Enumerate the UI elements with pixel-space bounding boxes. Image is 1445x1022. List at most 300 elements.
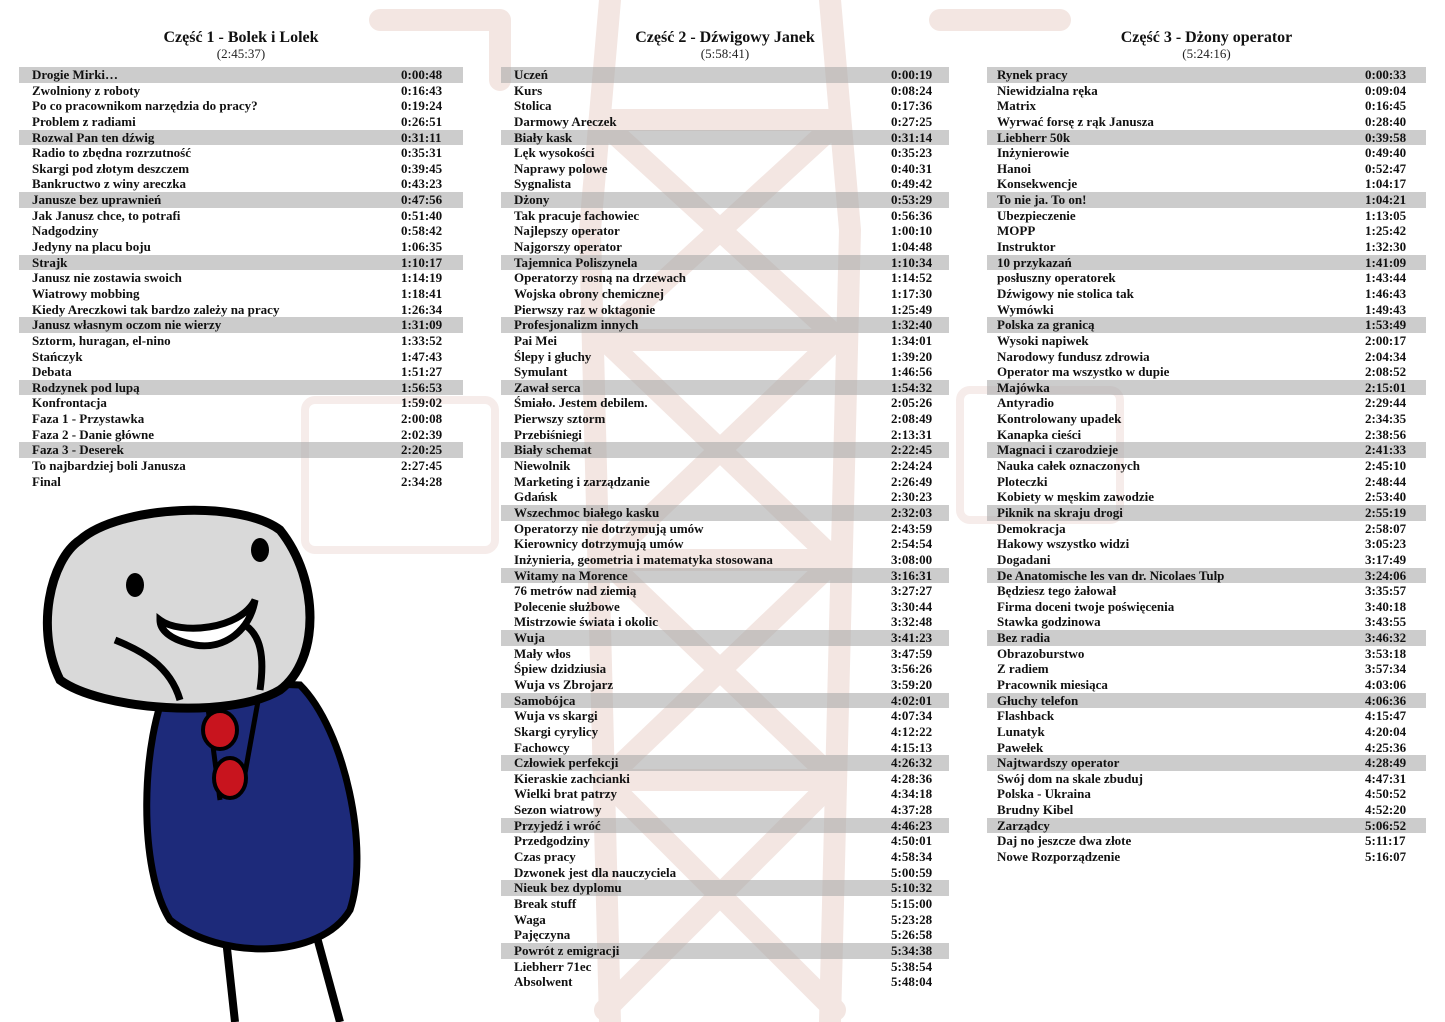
part-2-title: Część 2 - Dźwigowy Janek (635, 29, 815, 46)
chapter-row (987, 395, 1426, 411)
chapter-title: Inżynieria, geometria i matematyka stosowana (514, 551, 773, 567)
chapter-title: Powrót z emigracji (514, 942, 620, 958)
chapter-row (19, 395, 463, 411)
chapter-row (501, 411, 949, 427)
chapter-row (987, 489, 1426, 505)
part-3-total-duration: (5:24:16) (1182, 46, 1231, 61)
chapter-title: Faza 2 - Danie główne (32, 426, 155, 442)
chapter-timestamp: 5:15:00 (891, 895, 933, 911)
chapter-row (987, 521, 1426, 537)
chapter-timestamp: 3:43:55 (1365, 614, 1407, 630)
chapter-title: Bankructwo z winy areczka (32, 176, 186, 192)
chapter-title: Obrazoburstwo (997, 645, 1085, 661)
chapter-row (987, 176, 1426, 192)
chapter-title: Matrix (997, 98, 1036, 114)
chapter-timestamp: 1:43:44 (1365, 270, 1407, 286)
chapter-title: Polska za granicą (997, 317, 1095, 333)
chapter-title: Zwolniony z roboty (32, 82, 141, 98)
chapter-row (501, 223, 949, 239)
chapter-timestamp: 0:53:29 (891, 192, 933, 208)
chapter-title: Czas pracy (514, 849, 576, 865)
part-3-header (987, 0, 1426, 67)
chapter-title: Sezon wiatrowy (514, 802, 602, 818)
chapter-timestamp: 0:35:31 (401, 145, 443, 161)
chapter-title: Bez radia (997, 630, 1051, 646)
chapter-timestamp: 2:48:44 (1365, 473, 1407, 489)
chapter-row (501, 98, 949, 114)
chapter-title: Wiatrowy mobbing (32, 285, 140, 301)
chapter-row-highlighted (501, 755, 949, 771)
chapter-timestamp: 1:17:30 (891, 285, 933, 301)
part-3-title: Część 3 - Dżony operator (1120, 29, 1293, 46)
chapter-timestamp: 0:08:24 (891, 82, 933, 98)
chapter-title: Faza 3 - Deserek (32, 442, 124, 458)
chapter-row (19, 176, 463, 192)
chapter-title: Operator ma wszystko w dupie (997, 364, 1170, 380)
chapter-row (987, 349, 1426, 365)
chapter-timestamp: 2:34:28 (401, 473, 443, 489)
chapter-timestamp: 5:10:32 (891, 880, 933, 896)
chapter-row (501, 145, 949, 161)
chapter-timestamp: 5:26:58 (891, 927, 933, 943)
chapter-row (501, 849, 949, 865)
chapter-row (987, 536, 1426, 552)
chapter-row (501, 270, 949, 286)
chapter-timestamp: 2:08:49 (891, 411, 933, 427)
chapter-row (987, 302, 1426, 318)
chapter-title: Kieraskie zachcianki (514, 770, 630, 786)
chapter-timestamp: 0:28:40 (1365, 113, 1407, 129)
chapter-row (19, 83, 463, 99)
chapter-row (987, 364, 1426, 380)
chapter-row-highlighted (501, 442, 949, 458)
chapter-row-highlighted (987, 630, 1426, 646)
chapter-row (501, 771, 949, 787)
chapter-timestamp: 2:00:08 (401, 411, 443, 427)
chapter-title: Nieuk bez dyplomu (514, 880, 622, 896)
chapter-timestamp: 5:00:59 (891, 864, 933, 880)
chapter-row (501, 677, 949, 693)
chapter-timestamp: 4:20:04 (1365, 723, 1407, 739)
chapter-row (987, 786, 1426, 802)
chapter-timestamp: 1:04:21 (1365, 192, 1407, 208)
chapter-row (501, 974, 949, 990)
chapter-title: Final (32, 473, 61, 489)
chapter-title: Głuchy telefon (997, 692, 1079, 708)
chapter-row (19, 270, 463, 286)
chapter-row (501, 833, 949, 849)
chapter-timestamp: 0:00:19 (891, 67, 933, 82)
chapter-timestamp: 3:46:32 (1365, 630, 1407, 646)
chapter-row (501, 552, 949, 568)
chapter-timestamp: 0:40:31 (891, 160, 933, 176)
chapter-row (987, 114, 1426, 130)
chapter-title: Śpiew dzidziusia (514, 661, 607, 677)
chapter-row (19, 223, 463, 239)
chapter-timestamp: 1:53:49 (1365, 317, 1407, 333)
chapter-title: Niewolnik (514, 458, 571, 474)
chapter-timestamp: 2:02:39 (401, 426, 443, 442)
chapter-timestamp: 4:47:31 (1365, 770, 1407, 786)
chapter-timestamp: 3:17:49 (1365, 551, 1407, 567)
chapter-title: Ubezpieczenie (997, 207, 1076, 223)
chapter-row (987, 552, 1426, 568)
chapter-timestamp: 1:10:17 (401, 254, 443, 270)
chapter-title: To najbardziej boli Janusza (32, 458, 186, 474)
chapter-timestamp: 1:41:09 (1365, 254, 1407, 270)
chapter-timestamp: 2:24:24 (891, 458, 933, 474)
chapter-title: Liebherr 71ec (514, 958, 592, 974)
chapter-title: Wszechmoc białego kasku (514, 504, 660, 520)
chapter-title: Darmowy Areczek (514, 113, 617, 129)
chapter-timestamp: 1:14:52 (891, 270, 933, 286)
chapter-row-highlighted (19, 130, 463, 146)
chapter-title: Konsekwencje (997, 176, 1078, 192)
chapter-row (987, 286, 1426, 302)
chapter-row-highlighted (19, 317, 463, 333)
chapter-timestamp: 2:41:33 (1365, 442, 1407, 458)
chapter-timestamp: 1:25:49 (891, 301, 933, 317)
chapter-title: Dogadani (997, 551, 1051, 567)
chapter-title: Liebherr 50k (997, 129, 1071, 145)
chapter-timestamp: 3:08:00 (891, 551, 933, 567)
chapter-timestamp: 3:05:23 (1365, 536, 1407, 552)
chapter-timestamp: 0:35:23 (891, 145, 933, 161)
chapter-title: Gdańsk (514, 489, 558, 505)
chapter-title: Majówka (997, 379, 1050, 395)
chapter-row-highlighted (501, 317, 949, 333)
chapter-row (501, 583, 949, 599)
chapter-title: Zawał serca (514, 379, 581, 395)
chapter-row-highlighted (987, 505, 1426, 521)
chapter-timestamp: 0:39:58 (1365, 129, 1407, 145)
chapter-title: Kanapka cieści (997, 426, 1082, 442)
chapter-row (501, 521, 949, 537)
chapter-title: Rynek pracy (997, 67, 1068, 82)
chapter-row-highlighted (987, 130, 1426, 146)
chapter-title: Profesjonalizm innych (514, 317, 639, 333)
chapter-title: Kontrolowany upadek (997, 411, 1122, 427)
chapter-row-highlighted (987, 317, 1426, 333)
chapter-row (987, 849, 1426, 865)
chapter-timestamp: 2:04:34 (1365, 348, 1407, 364)
chapter-title: Kierownicy dotrzymują umów (514, 536, 684, 552)
chapter-timestamp: 1:46:56 (891, 364, 933, 380)
chapter-row (501, 395, 949, 411)
chapter-title: Sztorm, huragan, el-nino (32, 332, 171, 348)
chapter-title: Stańczyk (32, 348, 83, 364)
chapter-title: Niewidzialna ręka (997, 82, 1098, 98)
chapter-timestamp: 4:34:18 (891, 786, 933, 802)
chapter-timestamp: 2:13:31 (891, 426, 933, 442)
chapter-title: Wuja vs Zbrojarz (514, 676, 614, 692)
chapter-row (501, 474, 949, 490)
chapter-timestamp: 4:15:13 (891, 739, 933, 755)
chapter-title: Drogie Mirki… (32, 67, 119, 82)
chapter-row-highlighted (987, 755, 1426, 771)
chapter-row-highlighted (501, 568, 949, 584)
chapter-row (19, 411, 463, 427)
chapter-row (501, 865, 949, 881)
chapter-title: Przebiśniegi (514, 426, 582, 442)
chapter-title: Flashback (997, 708, 1055, 724)
chapter-row (501, 536, 949, 552)
chapter-title: Sygnalista (514, 176, 572, 192)
chapter-timestamp: 1:49:43 (1365, 301, 1407, 317)
chapter-timestamp: 0:58:42 (401, 223, 443, 239)
chapter-timestamp: 3:30:44 (891, 598, 933, 614)
chapter-title: Wysoki napiwek (997, 332, 1089, 348)
chapter-title: Lęk wysokości (514, 145, 595, 161)
chapter-timestamp: 1:26:34 (401, 301, 443, 317)
chapter-timestamp: 0:51:40 (401, 207, 443, 223)
chapter-row (987, 661, 1426, 677)
part-3-column (987, 0, 1426, 865)
chapter-timestamp: 2:08:52 (1365, 364, 1407, 380)
chapter-title: Problem z radiami (32, 113, 136, 129)
chapter-timestamp: 2:30:23 (891, 489, 933, 505)
chapter-title: Samobójca (514, 692, 576, 708)
chapter-timestamp: 0:49:40 (1365, 145, 1407, 161)
chapter-title: Ślepy i głuchy (514, 348, 592, 364)
chapter-row (501, 740, 949, 756)
chapter-title: Uczeń (514, 67, 548, 82)
chapter-timestamp: 4:26:32 (891, 755, 933, 771)
chapter-timestamp: 2:45:10 (1365, 458, 1407, 474)
chapter-timestamp: 1:06:35 (401, 239, 443, 255)
chapter-title: Tak pracuje fachowiec (514, 207, 640, 223)
chapter-row-highlighted (987, 192, 1426, 208)
chapter-title: Nadgodziny (32, 223, 99, 239)
chapter-timestamp: 2:34:35 (1365, 411, 1407, 427)
chapter-timestamp: 4:25:36 (1365, 739, 1407, 755)
chapter-title: Rozwal Pan ten dźwig (32, 129, 155, 145)
chapter-timestamp: 4:07:34 (891, 708, 933, 724)
chapter-row (987, 333, 1426, 349)
chapter-title: Firma doceni twoje poświęcenia (997, 598, 1175, 614)
chapter-timestamp: 4:03:06 (1365, 676, 1407, 692)
chapter-row (501, 176, 949, 192)
chapter-title: Polska - Ukraina (997, 786, 1091, 802)
chapter-timestamp: 1:18:41 (401, 285, 443, 301)
chapter-row-highlighted (19, 380, 463, 396)
chapter-timestamp: 0:49:42 (891, 176, 933, 192)
chapter-timestamp: 4:50:01 (891, 833, 933, 849)
chapter-row (501, 458, 949, 474)
chapter-timestamp: 4:06:36 (1365, 692, 1407, 708)
chapter-title: Faza 1 - Przystawka (32, 411, 145, 427)
chapter-title: Naprawy polowe (514, 160, 608, 176)
chapter-timestamp: 4:58:34 (891, 849, 933, 865)
chapter-timestamp: 1:56:53 (401, 379, 443, 395)
chapter-title: Przedgodziny (514, 833, 590, 849)
chapter-row (987, 161, 1426, 177)
chapter-timestamp: 1:39:20 (891, 348, 933, 364)
chapter-row-highlighted (987, 693, 1426, 709)
chapter-row (501, 786, 949, 802)
chapter-row (987, 208, 1426, 224)
chapter-row-highlighted (501, 192, 949, 208)
chapter-row (19, 427, 463, 443)
chapter-timestamp: 4:46:23 (891, 817, 933, 833)
chapter-row-highlighted (19, 192, 463, 208)
chapter-row-highlighted (19, 255, 463, 271)
chapter-title: Piknik na skraju drogi (997, 504, 1123, 520)
chapter-title: Antyradio (997, 395, 1055, 411)
chapter-title: Skargi pod złotym deszczem (32, 160, 190, 176)
chapter-title: Wielki brat patrzy (514, 786, 618, 802)
chapter-title: Śmiało. Jestem debilem. (514, 395, 648, 411)
chapter-row-highlighted (501, 130, 949, 146)
chapter-timestamp: 2:00:17 (1365, 332, 1407, 348)
chapter-title: Biały schemat (514, 442, 592, 458)
chapter-row-highlighted (19, 67, 463, 83)
chapter-timestamp: 4:02:01 (891, 692, 933, 708)
chapter-timestamp: 0:19:24 (401, 98, 443, 114)
chapter-title: Radio to zbędna rozrzutność (32, 145, 192, 161)
chapter-title: Swój dom na skale zbuduj (997, 770, 1143, 786)
chapter-row-highlighted (501, 255, 949, 271)
chapter-title: Skargi cyrylicy (514, 723, 599, 739)
chapter-row (501, 239, 949, 255)
chapter-timestamp: 4:28:36 (891, 770, 933, 786)
chapter-title: To nie ja. To on! (997, 192, 1087, 208)
chapter-row (501, 599, 949, 615)
chapter-row (19, 145, 463, 161)
chapter-row (501, 912, 949, 928)
chapter-timestamp: 2:54:54 (891, 536, 933, 552)
chapter-title: Polecenie służbowe (514, 598, 620, 614)
chapter-title: Wuja vs skargi (514, 708, 598, 724)
chapter-title: Hanoi (997, 160, 1031, 176)
chapter-timestamp: 0:31:14 (891, 129, 933, 145)
chapter-timestamp: 2:20:25 (401, 442, 443, 458)
chapter-row (501, 349, 949, 365)
chapter-timestamp: 0:31:11 (401, 129, 442, 145)
chapter-row (987, 145, 1426, 161)
chapter-timestamp: 3:16:31 (891, 567, 933, 583)
chapter-row (501, 302, 949, 318)
chapter-row (501, 208, 949, 224)
chapter-title: Po co pracownikom narzędzia do pracy? (32, 98, 258, 114)
chapter-title: Hakowy wszystko widzi (997, 536, 1130, 552)
chapter-row (19, 286, 463, 302)
chapter-timestamp: 0:00:48 (401, 67, 443, 82)
chapter-timestamp: 4:37:28 (891, 802, 933, 818)
chapter-row (501, 286, 949, 302)
chapter-row-highlighted (19, 442, 463, 458)
chapter-timestamp: 3:47:59 (891, 645, 933, 661)
chapter-row (987, 583, 1426, 599)
chapter-row (19, 239, 463, 255)
chapter-title: Jak Janusz chce, to potrafi (32, 207, 181, 223)
chapter-row (19, 364, 463, 380)
chapter-row (19, 333, 463, 349)
chapter-row (987, 411, 1426, 427)
chapter-timestamp: 1:25:42 (1365, 223, 1407, 239)
chapter-timestamp: 1:59:02 (401, 395, 443, 411)
chapter-row-highlighted (987, 568, 1426, 584)
chapter-timestamp: 1:04:48 (891, 239, 933, 255)
chapter-row (987, 458, 1426, 474)
chapter-row (987, 740, 1426, 756)
chapter-title: Przyjedź i wróć (514, 817, 601, 833)
chapter-timestamp: 0:26:51 (401, 113, 443, 129)
chapter-title: Fachowcy (514, 739, 570, 755)
chapter-title: Symulant (514, 364, 568, 380)
chapter-timestamp: 3:27:27 (891, 583, 933, 599)
chapter-timestamp: 3:35:57 (1365, 583, 1407, 599)
chapter-title: Operatorzy nie dotrzymują umów (514, 520, 704, 536)
chapter-row (987, 677, 1426, 693)
crane-operator-cartoon-icon (20, 490, 410, 1022)
chapter-timestamp: 2:29:44 (1365, 395, 1407, 411)
part-2-total-duration: (5:58:41) (700, 46, 750, 61)
chapter-row (19, 349, 463, 365)
chapter-title: Mistrzowie świata i okolic (514, 614, 659, 630)
chapter-title: Marketing i zarządzanie (514, 473, 650, 489)
chapter-title: Magnaci i czarodzieje (997, 442, 1119, 458)
chapter-title: Instruktor (997, 239, 1056, 255)
chapter-row-highlighted (501, 67, 949, 83)
chapter-title: Inżynierowie (997, 145, 1069, 161)
chapter-row (19, 114, 463, 130)
chapter-timestamp: 2:55:19 (1365, 504, 1407, 520)
chapter-timestamp: 0:09:04 (1365, 82, 1407, 98)
chapter-title: 76 metrów nad ziemią (514, 583, 637, 599)
chapter-timestamp: 2:05:26 (891, 395, 933, 411)
chapter-title: Najgorszy operator (514, 239, 622, 255)
chapter-row-highlighted (501, 505, 949, 521)
chapter-title: Pawełek (997, 739, 1044, 755)
chapter-title: Wuja (514, 630, 545, 646)
chapter-title: Absolwent (514, 974, 573, 990)
chapter-title: Stawka godzinowa (997, 614, 1101, 630)
chapter-row (987, 98, 1426, 114)
chapter-row (987, 708, 1426, 724)
chapter-row (987, 646, 1426, 662)
chapter-timestamp: 1:13:05 (1365, 207, 1407, 223)
chapter-title: Lunatyk (997, 723, 1045, 739)
chapter-timestamp: 1:10:34 (891, 254, 933, 270)
chapter-timestamp: 1:31:09 (401, 317, 443, 333)
chapter-row (501, 114, 949, 130)
chapter-row (19, 302, 463, 318)
chapter-row (987, 724, 1426, 740)
part-3-chapter-list (987, 67, 1426, 865)
chapter-row (19, 161, 463, 177)
chapter-row (987, 599, 1426, 615)
chapter-title: Kiedy Areczkowi tak bardzo zależy na pracy (32, 301, 280, 317)
chapter-title: Narodowy fundusz zdrowia (997, 348, 1150, 364)
chapter-title: Pai Mei (514, 332, 557, 348)
chapter-row (501, 661, 949, 677)
chapter-title: Jedyny na placu boju (32, 239, 151, 255)
chapter-title: Rodzynek pod lupą (32, 379, 140, 395)
chapter-row-highlighted (987, 380, 1426, 396)
chapter-title: Z radiem (997, 661, 1049, 677)
chapter-timestamp: 3:41:23 (891, 630, 933, 646)
part-1-header (19, 0, 463, 67)
chapter-timestamp: 1:32:40 (891, 317, 933, 333)
chapter-row (987, 83, 1426, 99)
chapter-title: Zarządcy (997, 817, 1050, 833)
chapter-timestamp: 3:59:20 (891, 676, 933, 692)
chapter-timestamp: 2:53:40 (1365, 489, 1407, 505)
chapter-title: Operatorzy rosną na drzewach (514, 270, 686, 286)
chapter-title: Kobiety w męskim zawodzie (997, 489, 1155, 505)
chapter-row-highlighted (501, 818, 949, 834)
